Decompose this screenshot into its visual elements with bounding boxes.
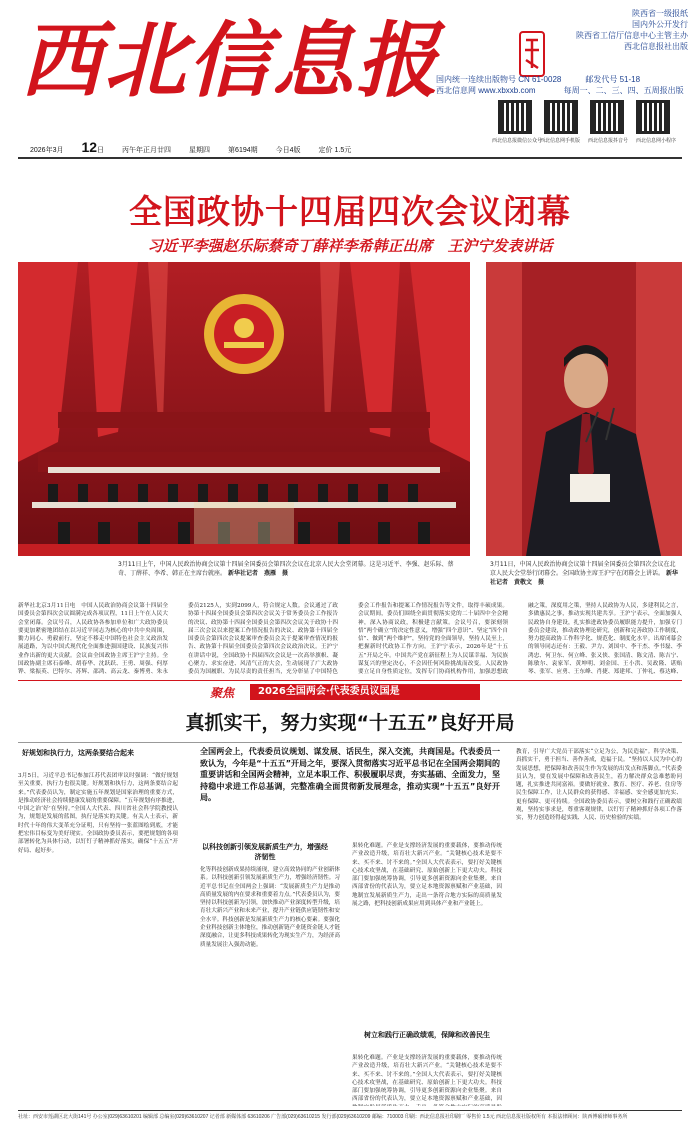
- qr-label: 西北信息网手机版: [540, 138, 581, 144]
- subtitle-3: 树立和践行正确政绩观，保障和改善民生: [364, 1031, 490, 1039]
- photo-credit: 新华社记者 黄敬文 摄: [490, 570, 678, 586]
- speaker-photo-graphic: [486, 262, 682, 556]
- focus-column-1: 3月5日，习近平总书记参加江苏代表团审议时强调：“做好规划至关重要，执行力也很关键。好规划和执行力，这两条要结合起来。”代表委员认为，制定实施五年规划是国家治理的重要方式，是推动经济社会持续健康发展的重要保障。“五年规划有序推进，中国之治‘好’在坚持。”全国人大代表、四川省社会科学院教授认为，规划是发展的蓝图，执行是落实的关键。有关人士表示，新时代十年的伟大变革充分证明，只有坚持一张蓝图绘到底，才能把宏伟目标变为美好现实。全国政协委员表示，要把规划的各项部署转化为具体行动，以钉钉子精神抓好落实，确保“十五五”开好局、起好步。: [18, 773, 178, 854]
- qr-code[interactable]: [498, 100, 532, 134]
- qr-label: 西北信息报微信公众号: [492, 138, 543, 144]
- publication-info-4: 西北信息报社出版: [624, 42, 688, 51]
- issue-number: 第6194期: [228, 147, 258, 154]
- lead-column-2: 委员2125人，实到2099人，符合规定人数。会议通过了政协第十四届全国委员会第四次会议关于常务委员会工作报告的决议、政协第十四届全国委员会第四次会议关于政协十四届三次会议以来提案工作情况报告的决议、政协第十四届全国委员会第四次会议提案审查委员会关于提案审查情况的报告、政协第十四届全国委员会第四次会议政治决议。王沪宁在讲话中说，全国政协十四届四次会议是一次高举旗帜、凝心聚力、求实奋进、风清气正的大会，生动展现了广大政协委员为国履职、为民尽责的责任担当，充分彰显了中国特色: [188, 603, 338, 676]
- website-line: 西北信息网 www.xbxxb.com 每周一、二、三、四、五周报出版: [436, 86, 684, 95]
- focus-column-3: 果转化难题。产业是支撑经济发展的重要载体，要推动传统产业改造升级，培育壮大新兴产业。“关键核心技术是要不来、买不来、讨不来的。”全国人大代表表示，要打好关键核心技术攻坚战，在基础研究、原始创新上下更大功夫。科技部门要加强统筹协调，引导更多创新资源向企业集聚。来自西部省份的代表认为，要立足本地资源禀赋和产业基础，因地制宜发展新质生产力，走出一条符合地方实际的高质量发展之路，把科技创新成果应用到具体产业和产业链上。: [352, 843, 502, 908]
- lead-headline: 全国政协十四届四次会议闭幕: [129, 192, 571, 231]
- focus-column-3b: 果转化难题。产业是支撑经济发展的重要载体，要推动传统产业改造升级，培育壮大新兴产业。“关键核心技术是要不来、买不来、讨不来的。”全国人大代表表示，要打好关键核心技术攻坚战，在基础研究、原始创新上下更大功夫。科技部门要加强统筹协调，引导更多创新资源向企业集聚。来自西部省份的代表认为，要立足本地资源禀赋和产业基础，因: [352, 1055, 502, 1103]
- photo-session-hall[interactable]: [18, 262, 470, 556]
- focus-headline: 真抓实干，努力实现“十五五”良好开局: [185, 712, 515, 734]
- lead-column-3: 委会工作报告和提案工作情况报告等文件，取得丰硕成果。会议期间，委员们围绕全面贯彻落实党的二十届四中全会精神，深入协商议政，积极建言献策。会议号召，要深刻领悟“两个确立”的决定性意义，增强“四个意识”、坚定“四个自信”、做到“两个维护”，坚持党的全面领导，坚持人民至上，把握新时代政协工作方向。王沪宁表示，2026年是“十五五”开局之年。中国共产党在新征程上为人民谋幸福、为民族谋复兴的坚定决心，不会因任何风险挑战而改变。人民政协要立足自身性质定位，发挥专门协商机构作用，加强思想政: [358, 603, 508, 676]
- lead-subhead: 习近平李强赵乐际蔡奇丁薛祥李希韩正出席 王沪宁发表讲话: [147, 237, 553, 255]
- qr-code[interactable]: [590, 100, 624, 134]
- newspaper-logo: 西北信息报: [20, 13, 440, 109]
- subtitle-2: 以科技创新引领发展新质生产力，增强经济韧性: [202, 843, 328, 861]
- qr-code[interactable]: [636, 100, 670, 134]
- hall-photo-graphic: [18, 262, 470, 556]
- footer: 社址：西安市莲湖区北大街141号 办公室(029)63610201 编辑部 总编室(029)63610207 记者部 新媒体部 63610206 广告部(029)63610215 发行部(029)63610209 邮编：710003 印刷：西北信息报社印刷厂 零售价 1.5元 西北信息报社版权所有 本报法律顾问：陕西博硕律师事务所: [18, 1110, 682, 1124]
- lead-column-1: 新华社北京3月11日电 中国人民政治协商会议第十四届全国委员会第四次会议圆满完成各项议程，11日上午在人民大会堂闭幕。会议号召，人民政协各参加单位和广大政协委员要更加紧密地团结在以习近平同志为核心的中共中央周围，勠力同心、勇毅前行，坚定不移走中国特色社会主义政治发展道路，为以中国式现代化全面推进强国建设、民族复兴伟业作出新的更大贡献。会议由全国政协主席王沪宁主持。全国政协副主席石泰峰、胡春华、沈跃跃、王勇、周强、何厚铧、梁振英、巴特尔、苏辉、邵鸿、高云龙、秦博勇、朱永: [18, 603, 168, 676]
- focus-summary: 全国两会上，代表委员议规划、谋发展、话民生，深入交流，共商国是。代表委员一致认为，今年是“十五五”开局之年，要深入贯彻落实习近平总书记在全国两会期间的重要讲话和全国两会精神，立足本职工作、积极履职尽责，夯实基础、全面发力，坚持稳中求进工作总基调，完整准确全面贯彻新发展理念，推动实现“十五五”良好开局。: [200, 747, 500, 802]
- caption-side: 3月11日，中国人民政治协商会议第十四届全国委员会第四次会议在北京人民大会堂举行闭幕会。全国政协主席王沪宁在闭幕会上讲话。 新华社记者 黄敬文 摄: [490, 561, 678, 586]
- divider: [18, 157, 682, 159]
- subtitle-1: 好规划和执行力，这两条要结合起来: [22, 749, 134, 757]
- focus-column-4: 教育，引导广大党员干部落实“立足为公，为民造福”。科学决策、真抓实干，勇于担当、善作善成，造福于民。“坚持以人民为中心的发展思想，把保障和改善民生作为发展的出发点和落脚点。”代表委员认为，要在发展中保障和改善民生，着力解决群众急难愁盼问题，扎实推进共同富裕。要做好就业、教育、医疗、养老、住房等民生保障工作，让人民群众的获得感、幸福感、安全感更加充实、更有保障、更可持续。全国政协委员表示，要树立和践行正确政绩观，坚持实事求是，尊重客观规律，以钉钉子精神抓好各项工作落实，努力创造经得起实践、人民、历史检验的实绩。: [516, 749, 682, 822]
- lunar-date: 丙午年正月廿四: [122, 147, 172, 154]
- photo-speaker[interactable]: [486, 262, 682, 556]
- weekday: 星期四: [189, 147, 211, 154]
- cn-number: 国内统一连续出版物号 CN 61-0028 邮发代号 51-18: [436, 75, 641, 84]
- masthead: [0, 0, 700, 148]
- section-banner: 2026全国两会·代表委员议国是: [250, 684, 480, 700]
- year-month: 2026年3月: [30, 147, 64, 154]
- lead-column-4: 融之策，深度用之策，坚持人民政协为人民，多建利民之言，多做惠民之事，推动实现共建共享。王沪宁表示，全面加强人民政协自身建设，扎实推进政协委员履职能力提升，加强专门委员会建设，推动政协理论研究，创新和完善政协工作制度，努力提高政协工作科学化、规范化、制度化水平。出席闭幕会的领导同志还有：王毅、尹力、刘国中、李干杰、李书磊、李鸿忠、何卫东、何立峰、张又侠、张国清、陈文清、陈吉宁、陈敏尔、袁家军、黄坤明、刘金国、王小洪、吴政隆、谌贻琴、张军、应勇、王东峰、肖捷、郑建邦、丁仲礼、蔡达峰、: [528, 603, 682, 676]
- focus-column-2: 化等科技创新成果持续涌现，建立高效协同的产业创新体系。以科技创新引领发展新质生产力，增强经济韧性。习近平总书记在全国两会上强调：“发展新质生产力是推动高质量发展的内在要求和重要着力点。”代表委员认为，要坚持以科技创新为引领，加快推动产业深度转型升级，培育壮大新兴产业和未来产业，提升产业链供应链韧性和安全水平。科技创新是发展新质生产力的核心要素。要强化企业科技创新主体地位，推动创新链产业链资金链人才链深度融合，让更多科技成果转化为现实生产力，为经济高质量发展注入强劲动能。: [200, 867, 340, 948]
- seal-icon: [514, 30, 550, 78]
- publication-info-3: 陕西省工信厅信息中心主管主办: [576, 31, 688, 40]
- price: 定价 1.5元: [318, 147, 352, 154]
- publication-info-2: 国内外公开发行: [632, 20, 688, 29]
- page-count: 今日4版: [275, 147, 301, 154]
- qr-label: 西北信息报抖音号: [588, 138, 629, 144]
- divider: [18, 680, 682, 681]
- divider: [18, 742, 682, 743]
- focus-label: 聚焦: [210, 686, 235, 700]
- qr-label: 西北信息网小程序: [636, 138, 677, 144]
- day: 12日: [81, 139, 105, 155]
- photo-credit: 新华社记者 燕雁 摄: [227, 570, 288, 577]
- qr-code[interactable]: [544, 100, 578, 134]
- caption-main: 3月11日上午，中国人民政治协商会议第十四届全国委员会第四次会议在北京人民大会堂闭幕。这是习近平、李强、赵乐际、蔡奇、丁薛祥、李希、韩正在主席台就座。 新华社记者 燕雁 摄: [118, 561, 454, 577]
- date-row: [30, 139, 450, 155]
- publication-info-1: 陕西省一级报纸: [632, 9, 688, 18]
